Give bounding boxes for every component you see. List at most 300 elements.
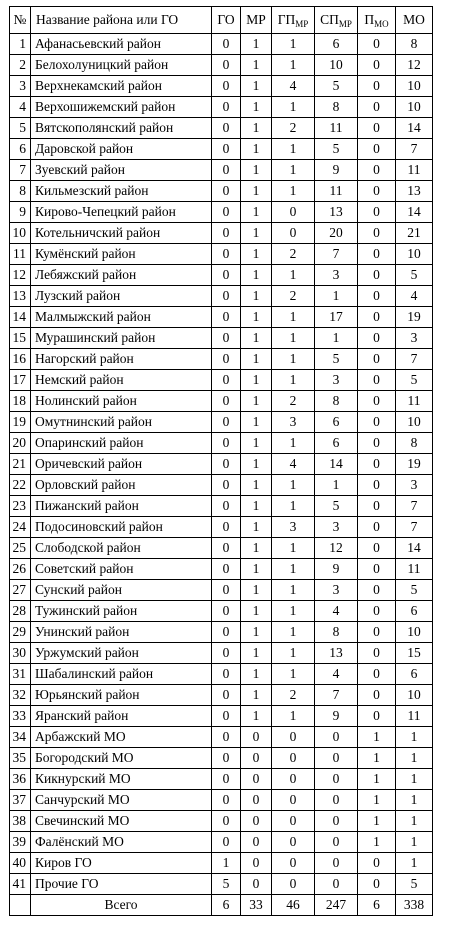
- header-name: Название района или ГО: [31, 7, 212, 34]
- table-row: [10, 769, 433, 790]
- mr-count: 1: [241, 622, 272, 643]
- mr-count: 1: [241, 475, 272, 496]
- table-row: [10, 643, 433, 664]
- district-name: Орловский район: [31, 475, 212, 496]
- table-row: [10, 202, 433, 223]
- sp-count: 3: [315, 580, 358, 601]
- row-number: 16: [10, 349, 31, 370]
- mr-count: 1: [241, 139, 272, 160]
- mo-count: 1: [396, 853, 433, 874]
- pmo-count: 0: [358, 370, 396, 391]
- gp-count: 0: [272, 223, 315, 244]
- table-row: [10, 832, 433, 853]
- row-number: 8: [10, 181, 31, 202]
- pmo-count: 0: [358, 265, 396, 286]
- gp-count: 0: [272, 832, 315, 853]
- go-count: 0: [212, 832, 241, 853]
- table-row: [10, 454, 433, 475]
- row-number: 39: [10, 832, 31, 853]
- gp-count: 1: [272, 475, 315, 496]
- sp-count: 6: [315, 34, 358, 55]
- sp-count: 13: [315, 643, 358, 664]
- sp-count: 7: [315, 685, 358, 706]
- go-count: 0: [212, 475, 241, 496]
- total-number-cell: [10, 895, 31, 916]
- table-header: [10, 7, 433, 34]
- table-row: [10, 706, 433, 727]
- mr-count: 1: [241, 307, 272, 328]
- mr-count: 1: [241, 643, 272, 664]
- table-row: [10, 181, 433, 202]
- row-number: 19: [10, 412, 31, 433]
- row-number: 27: [10, 580, 31, 601]
- mr-count: 1: [241, 118, 272, 139]
- gp-count: 1: [272, 349, 315, 370]
- row-number: 25: [10, 538, 31, 559]
- sp-count: 1: [315, 475, 358, 496]
- mr-count: 0: [241, 874, 272, 895]
- go-count: 0: [212, 55, 241, 76]
- sp-count: 9: [315, 706, 358, 727]
- mo-count: 10: [396, 244, 433, 265]
- mr-count: 1: [241, 664, 272, 685]
- row-number: 30: [10, 643, 31, 664]
- row-number: 40: [10, 853, 31, 874]
- mo-count: 12: [396, 55, 433, 76]
- pmo-count: 0: [358, 475, 396, 496]
- gp-count: 0: [272, 202, 315, 223]
- gp-count: 4: [272, 76, 315, 97]
- mr-count: 1: [241, 517, 272, 538]
- district-name: Подосиновский район: [31, 517, 212, 538]
- header-row: [10, 7, 433, 34]
- mo-count: 14: [396, 202, 433, 223]
- mo-count: 1: [396, 769, 433, 790]
- table-row: [10, 496, 433, 517]
- district-name: Киров ГО: [31, 853, 212, 874]
- total-go: 6: [212, 895, 241, 916]
- mr-count: 1: [241, 559, 272, 580]
- pmo-count: 0: [358, 496, 396, 517]
- go-count: 0: [212, 328, 241, 349]
- sp-count: 3: [315, 265, 358, 286]
- municipalities-table: [9, 6, 433, 916]
- row-number: 22: [10, 475, 31, 496]
- go-count: 0: [212, 748, 241, 769]
- sp-count: 3: [315, 370, 358, 391]
- mr-count: 1: [241, 286, 272, 307]
- go-count: 0: [212, 811, 241, 832]
- mr-count: 0: [241, 853, 272, 874]
- table-row: [10, 286, 433, 307]
- sp-count: 5: [315, 496, 358, 517]
- table-row: [10, 370, 433, 391]
- mr-count: 0: [241, 811, 272, 832]
- mr-count: 1: [241, 601, 272, 622]
- pmo-count: 0: [358, 118, 396, 139]
- mo-count: 21: [396, 223, 433, 244]
- header-sp: [315, 7, 358, 34]
- sp-count: 11: [315, 118, 358, 139]
- row-number: 38: [10, 811, 31, 832]
- mo-count: 7: [396, 517, 433, 538]
- sp-count: 14: [315, 454, 358, 475]
- pmo-count: 0: [358, 664, 396, 685]
- mo-count: 3: [396, 475, 433, 496]
- gp-count: 0: [272, 748, 315, 769]
- mr-count: 1: [241, 244, 272, 265]
- district-name: Афанасьевский район: [31, 34, 212, 55]
- mo-count: 11: [396, 706, 433, 727]
- gp-count: 1: [272, 664, 315, 685]
- district-name: Унинский район: [31, 622, 212, 643]
- mo-count: 6: [396, 601, 433, 622]
- sp-count: 0: [315, 727, 358, 748]
- gp-count: 0: [272, 811, 315, 832]
- pmo-count: 0: [358, 622, 396, 643]
- go-count: 0: [212, 622, 241, 643]
- sp-count: 10: [315, 55, 358, 76]
- district-name: Омутнинский район: [31, 412, 212, 433]
- go-count: 0: [212, 202, 241, 223]
- header-gp-sub: МР: [295, 19, 309, 29]
- pmo-count: 0: [358, 328, 396, 349]
- mo-count: 7: [396, 139, 433, 160]
- mr-count: 0: [241, 832, 272, 853]
- district-name: Верхошижемский район: [31, 97, 212, 118]
- mo-count: 6: [396, 664, 433, 685]
- mr-count: 1: [241, 454, 272, 475]
- go-count: 0: [212, 559, 241, 580]
- gp-count: 2: [272, 244, 315, 265]
- table-row: [10, 853, 433, 874]
- district-name: Кикнурский МО: [31, 769, 212, 790]
- go-count: 5: [212, 874, 241, 895]
- mr-count: 1: [241, 328, 272, 349]
- mo-count: 5: [396, 874, 433, 895]
- table-row: [10, 517, 433, 538]
- mr-count: 1: [241, 685, 272, 706]
- table-row: [10, 160, 433, 181]
- gp-count: 1: [272, 643, 315, 664]
- go-count: 0: [212, 412, 241, 433]
- go-count: 0: [212, 349, 241, 370]
- pmo-count: 1: [358, 811, 396, 832]
- go-count: 0: [212, 643, 241, 664]
- mr-count: 1: [241, 202, 272, 223]
- row-number: 17: [10, 370, 31, 391]
- row-number: 35: [10, 748, 31, 769]
- go-count: 0: [212, 265, 241, 286]
- sp-count: 1: [315, 328, 358, 349]
- pmo-count: 0: [358, 874, 396, 895]
- district-name: Кирово-Чепецкий район: [31, 202, 212, 223]
- gp-count: 3: [272, 412, 315, 433]
- district-name: Фалёнский МО: [31, 832, 212, 853]
- sp-count: 5: [315, 139, 358, 160]
- table-footer: [10, 895, 433, 916]
- mr-count: 1: [241, 580, 272, 601]
- sp-count: 13: [315, 202, 358, 223]
- total-gp: 46: [272, 895, 315, 916]
- sp-count: 6: [315, 412, 358, 433]
- gp-count: 1: [272, 580, 315, 601]
- district-name: Арбажский МО: [31, 727, 212, 748]
- gp-count: 1: [272, 265, 315, 286]
- go-count: 0: [212, 433, 241, 454]
- mo-count: 10: [396, 685, 433, 706]
- row-number: 13: [10, 286, 31, 307]
- row-number: 5: [10, 118, 31, 139]
- district-name: Котельничский район: [31, 223, 212, 244]
- mo-count: 19: [396, 307, 433, 328]
- table-row: [10, 223, 433, 244]
- district-name: Верхнекамский район: [31, 76, 212, 97]
- row-number: 1: [10, 34, 31, 55]
- table-row: [10, 727, 433, 748]
- district-name: Зуевский район: [31, 160, 212, 181]
- total-mo: 338: [396, 895, 433, 916]
- gp-count: 4: [272, 454, 315, 475]
- header-sp-sub: МР: [338, 19, 352, 29]
- mo-count: 11: [396, 160, 433, 181]
- row-number: 23: [10, 496, 31, 517]
- pmo-count: 0: [358, 55, 396, 76]
- gp-count: 0: [272, 727, 315, 748]
- gp-count: 3: [272, 517, 315, 538]
- go-count: 0: [212, 139, 241, 160]
- row-number: 37: [10, 790, 31, 811]
- mr-count: 0: [241, 790, 272, 811]
- district-name: Кумёнский район: [31, 244, 212, 265]
- go-count: 0: [212, 244, 241, 265]
- sp-count: 9: [315, 160, 358, 181]
- total-pmo: 6: [358, 895, 396, 916]
- sp-count: 8: [315, 97, 358, 118]
- table-body: [10, 34, 433, 895]
- gp-count: 0: [272, 853, 315, 874]
- row-number: 9: [10, 202, 31, 223]
- district-name: Кильмезский район: [31, 181, 212, 202]
- go-count: 0: [212, 223, 241, 244]
- sp-count: 1: [315, 286, 358, 307]
- header-mo: МО: [396, 7, 433, 34]
- sp-count: 9: [315, 559, 358, 580]
- gp-count: 1: [272, 538, 315, 559]
- pmo-count: 0: [358, 34, 396, 55]
- pmo-count: 0: [358, 97, 396, 118]
- district-name: Слободской район: [31, 538, 212, 559]
- table-row: [10, 34, 433, 55]
- go-count: 0: [212, 76, 241, 97]
- pmo-count: 0: [358, 433, 396, 454]
- mr-count: 0: [241, 769, 272, 790]
- district-name: Прочие ГО: [31, 874, 212, 895]
- table-row: [10, 580, 433, 601]
- go-count: 0: [212, 769, 241, 790]
- total-mr: 33: [241, 895, 272, 916]
- gp-count: 0: [272, 874, 315, 895]
- mo-count: 10: [396, 622, 433, 643]
- go-count: 1: [212, 853, 241, 874]
- row-number: 26: [10, 559, 31, 580]
- pmo-count: 0: [358, 559, 396, 580]
- mr-count: 0: [241, 727, 272, 748]
- mo-count: 7: [396, 496, 433, 517]
- sp-count: 8: [315, 391, 358, 412]
- go-count: 0: [212, 97, 241, 118]
- pmo-count: 0: [358, 412, 396, 433]
- district-name: Пижанский район: [31, 496, 212, 517]
- pmo-count: 0: [358, 181, 396, 202]
- district-name: Нолинский район: [31, 391, 212, 412]
- mr-count: 1: [241, 265, 272, 286]
- table-row: [10, 97, 433, 118]
- row-number: 24: [10, 517, 31, 538]
- pmo-count: 0: [358, 202, 396, 223]
- gp-count: 0: [272, 769, 315, 790]
- sp-count: 0: [315, 853, 358, 874]
- pmo-count: 0: [358, 706, 396, 727]
- gp-count: 1: [272, 160, 315, 181]
- table-row: [10, 391, 433, 412]
- header-go: ГО: [212, 7, 241, 34]
- sp-count: 8: [315, 622, 358, 643]
- mo-count: 8: [396, 34, 433, 55]
- table-row: [10, 265, 433, 286]
- gp-count: 0: [272, 790, 315, 811]
- sp-count: 5: [315, 349, 358, 370]
- go-count: 0: [212, 706, 241, 727]
- district-name: Санчурский МО: [31, 790, 212, 811]
- go-count: 0: [212, 181, 241, 202]
- row-number: 14: [10, 307, 31, 328]
- go-count: 0: [212, 496, 241, 517]
- go-count: 0: [212, 790, 241, 811]
- sp-count: 6: [315, 433, 358, 454]
- mo-count: 11: [396, 391, 433, 412]
- gp-count: 1: [272, 496, 315, 517]
- mo-count: 8: [396, 433, 433, 454]
- gp-count: 2: [272, 391, 315, 412]
- table-row: [10, 601, 433, 622]
- mr-count: 1: [241, 538, 272, 559]
- pmo-count: 0: [358, 601, 396, 622]
- gp-count: 2: [272, 118, 315, 139]
- table-row: [10, 664, 433, 685]
- mo-count: 15: [396, 643, 433, 664]
- go-count: 0: [212, 307, 241, 328]
- pmo-count: 1: [358, 769, 396, 790]
- pmo-count: 0: [358, 517, 396, 538]
- table-row: [10, 685, 433, 706]
- sp-count: 4: [315, 664, 358, 685]
- mo-count: 1: [396, 811, 433, 832]
- pmo-count: 0: [358, 244, 396, 265]
- mo-count: 1: [396, 727, 433, 748]
- row-number: 11: [10, 244, 31, 265]
- gp-count: 1: [272, 622, 315, 643]
- gp-count: 1: [272, 706, 315, 727]
- row-number: 41: [10, 874, 31, 895]
- row-number: 33: [10, 706, 31, 727]
- gp-count: 2: [272, 685, 315, 706]
- district-name: Немский район: [31, 370, 212, 391]
- sp-count: 0: [315, 748, 358, 769]
- total-row: [10, 895, 433, 916]
- mr-count: 1: [241, 55, 272, 76]
- row-number: 10: [10, 223, 31, 244]
- district-name: Мурашинский район: [31, 328, 212, 349]
- pmo-count: 0: [358, 76, 396, 97]
- mr-count: 1: [241, 34, 272, 55]
- go-count: 0: [212, 517, 241, 538]
- mr-count: 1: [241, 433, 272, 454]
- header-pmo: [358, 7, 396, 34]
- go-count: 0: [212, 580, 241, 601]
- district-name: Советский район: [31, 559, 212, 580]
- row-number: 34: [10, 727, 31, 748]
- gp-count: 1: [272, 55, 315, 76]
- total-label: Всего: [31, 895, 212, 916]
- mo-count: 5: [396, 370, 433, 391]
- mr-count: 1: [241, 412, 272, 433]
- mo-count: 11: [396, 559, 433, 580]
- gp-count: 1: [272, 601, 315, 622]
- row-number: 15: [10, 328, 31, 349]
- pmo-count: 0: [358, 223, 396, 244]
- mr-count: 1: [241, 370, 272, 391]
- mo-count: 19: [396, 454, 433, 475]
- sp-count: 5: [315, 76, 358, 97]
- sp-count: 7: [315, 244, 358, 265]
- sp-count: 20: [315, 223, 358, 244]
- pmo-count: 0: [358, 685, 396, 706]
- gp-count: 1: [272, 559, 315, 580]
- table-row: [10, 328, 433, 349]
- gp-count: 1: [272, 181, 315, 202]
- pmo-count: 0: [358, 286, 396, 307]
- district-name: Шабалинский район: [31, 664, 212, 685]
- pmo-count: 1: [358, 832, 396, 853]
- go-count: 0: [212, 160, 241, 181]
- table-row: [10, 559, 433, 580]
- district-name: Малмыжский район: [31, 307, 212, 328]
- district-name: Уржумский район: [31, 643, 212, 664]
- row-number: 7: [10, 160, 31, 181]
- header-gp-main: ГП: [277, 12, 296, 27]
- go-count: 0: [212, 34, 241, 55]
- sp-count: 0: [315, 811, 358, 832]
- mr-count: 1: [241, 97, 272, 118]
- sp-count: 11: [315, 181, 358, 202]
- district-name: Богородский МО: [31, 748, 212, 769]
- pmo-count: 0: [358, 391, 396, 412]
- mo-count: 5: [396, 580, 433, 601]
- mo-count: 10: [396, 97, 433, 118]
- pmo-count: 1: [358, 790, 396, 811]
- pmo-count: 0: [358, 307, 396, 328]
- row-number: 4: [10, 97, 31, 118]
- gp-count: 1: [272, 433, 315, 454]
- mr-count: 0: [241, 748, 272, 769]
- row-number: 32: [10, 685, 31, 706]
- district-name: Вятскополянский район: [31, 118, 212, 139]
- table-row: [10, 55, 433, 76]
- table-row: [10, 874, 433, 895]
- pmo-count: 1: [358, 727, 396, 748]
- table-row: [10, 475, 433, 496]
